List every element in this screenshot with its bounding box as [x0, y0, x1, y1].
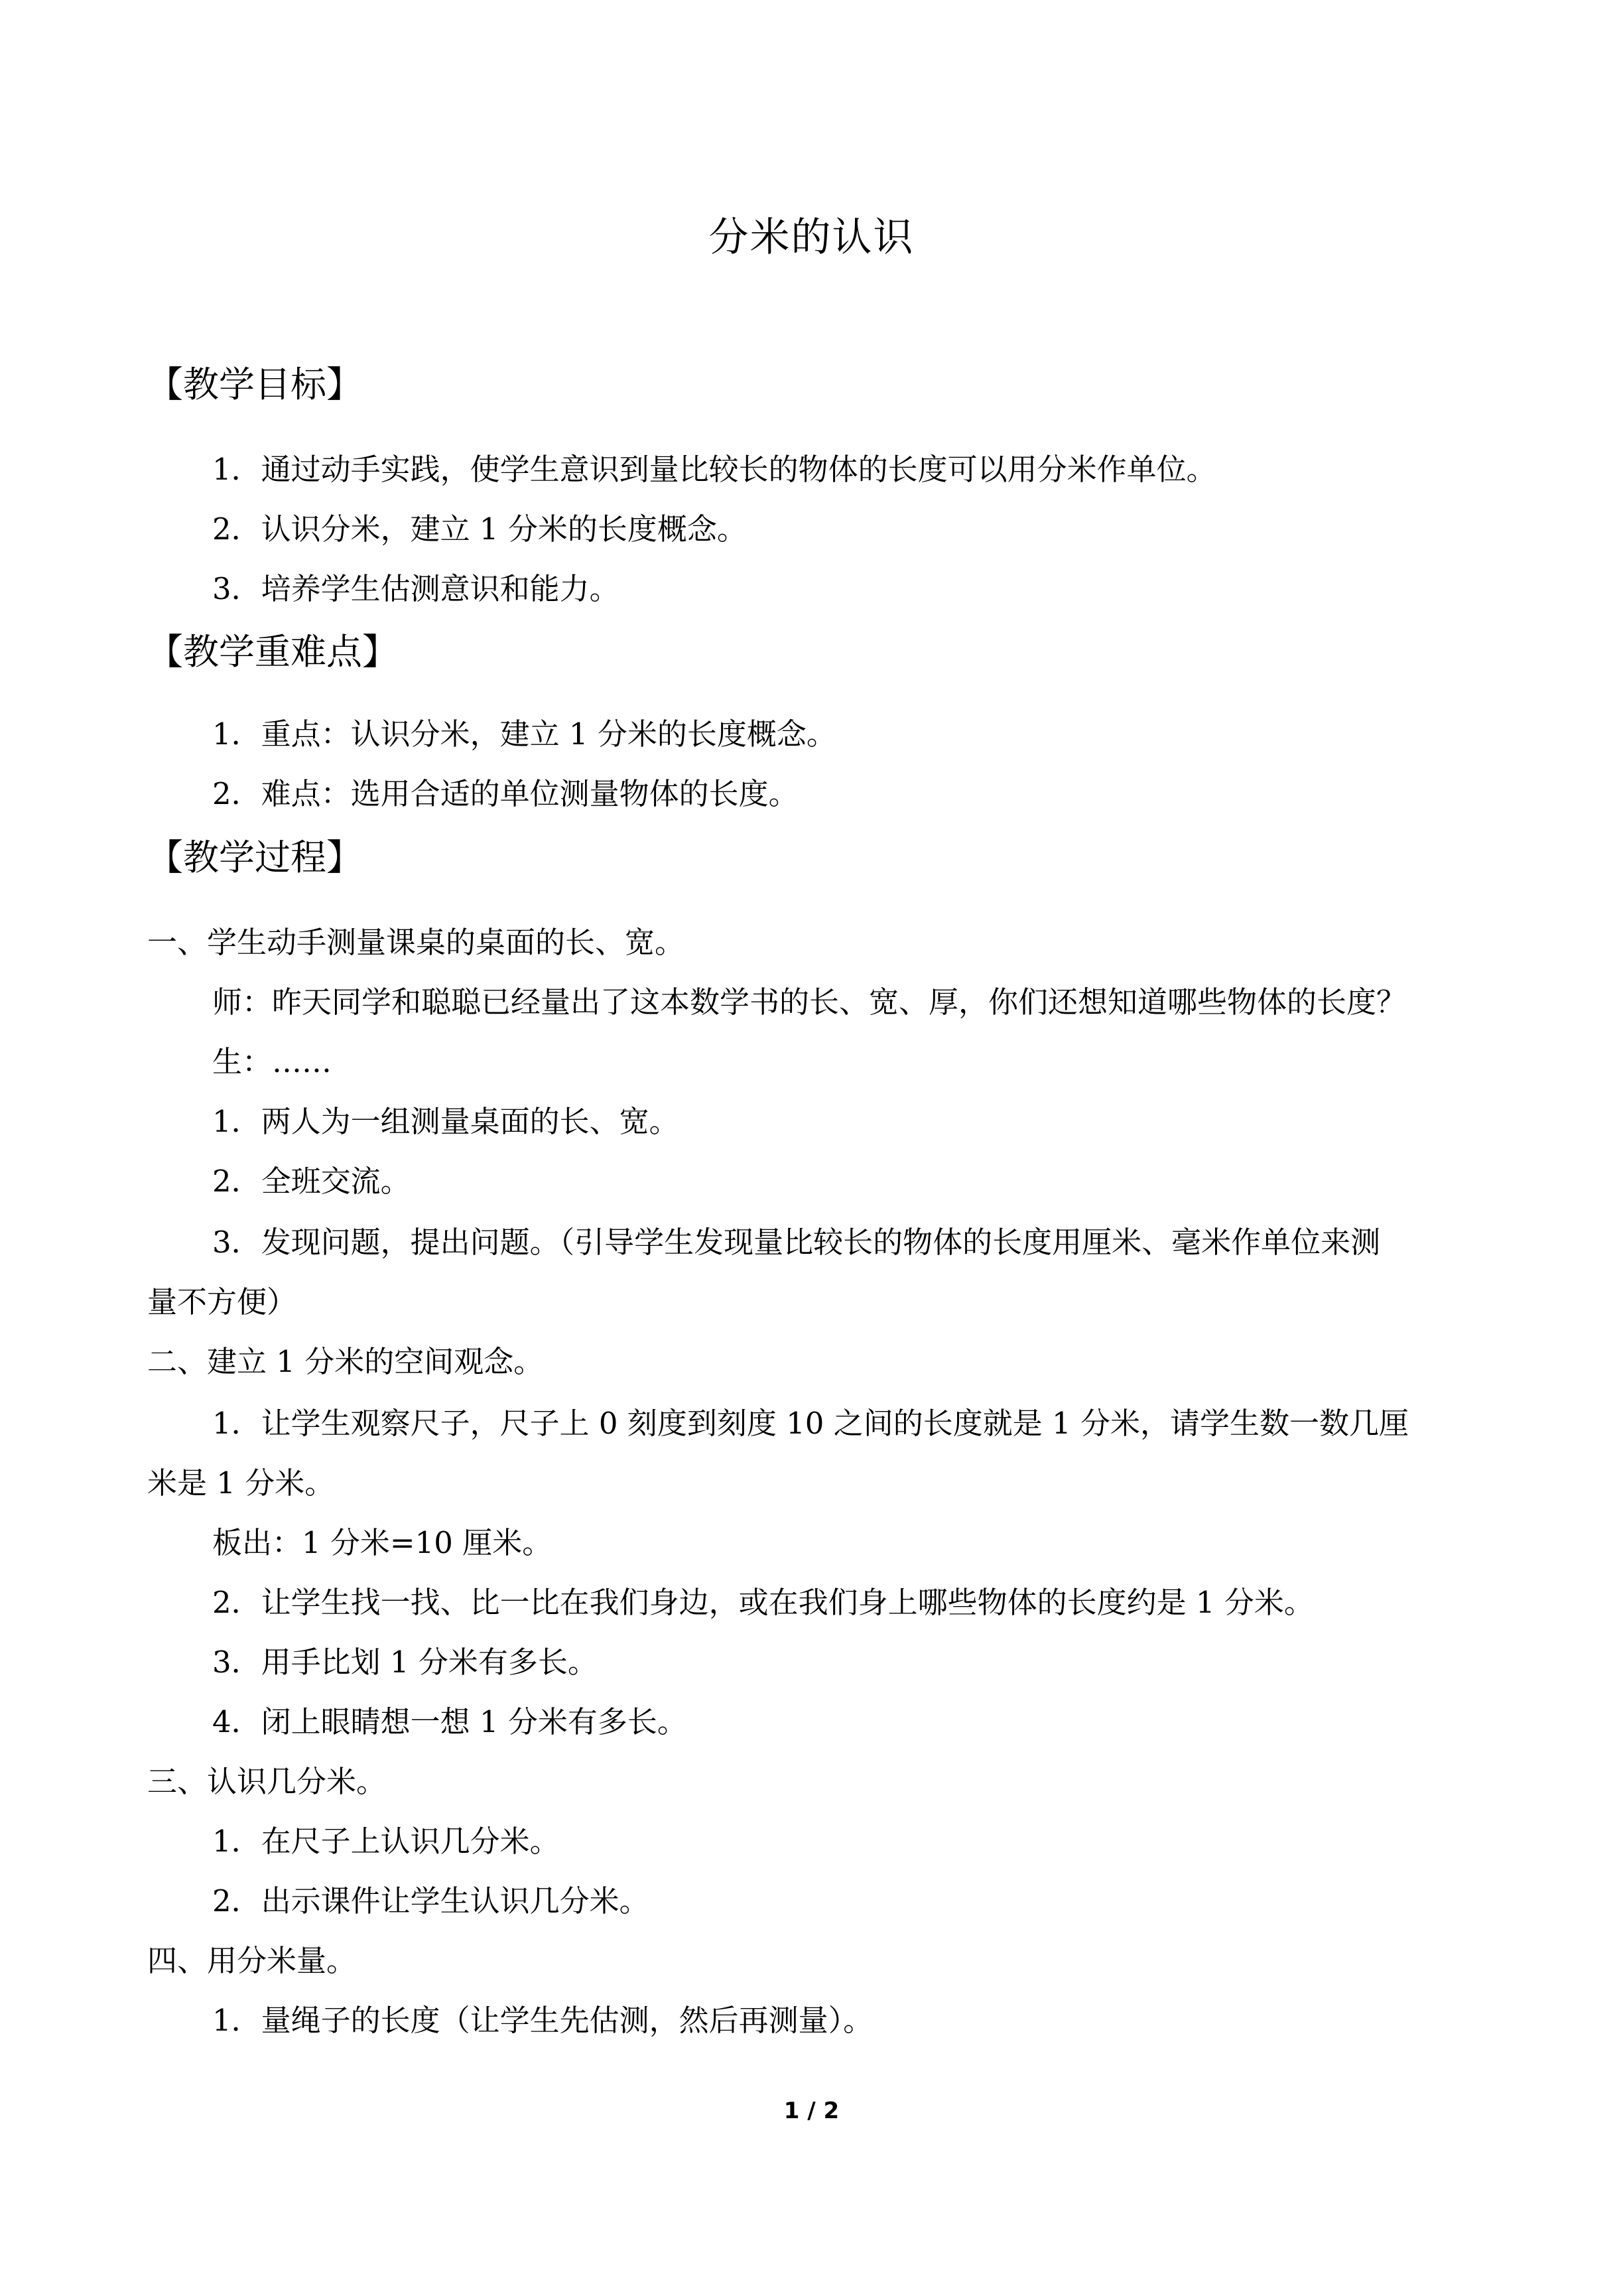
- process-part1-title: 一、学生动手测量课桌的桌面的长、宽。: [147, 925, 685, 960]
- goal-item: 2．认识分米，建立 1 分米的长度概念。: [212, 511, 747, 547]
- process-item-continuation: 量不方便）: [147, 1284, 297, 1319]
- section-heading-process: 【教学过程】: [147, 837, 362, 878]
- process-item: 3．发现问题，提出问题。（引导学生发现量比较长的物体的长度用厘米、毫米作单位来测: [212, 1225, 1381, 1260]
- process-item: 3．用手比划 1 分米有多长。: [212, 1645, 598, 1680]
- teacher-line: 师：昨天同学和聪聪已经量出了这本数学书的长、宽、厚，你们还想知道哪些物体的长度？: [212, 984, 1407, 1020]
- key-point-item: 2．难点：选用合适的单位测量物体的长度。: [212, 776, 799, 811]
- student-line: 生：……: [212, 1044, 332, 1079]
- process-item: 1．让学生观察尺子，尺子上 0 刻度到刻度 10 之间的长度就是 1 分米，请学生数一数几厘: [212, 1406, 1409, 1441]
- document-title: 分米的认识: [708, 214, 915, 261]
- key-point-item: 1．重点：认识分米，建立 1 分米的长度概念。: [212, 716, 836, 752]
- goal-item: 3．培养学生估测意识和能力。: [212, 571, 619, 606]
- process-part2-title: 二、建立 1 分米的空间观念。: [147, 1344, 544, 1379]
- page-number: 1 / 2: [783, 2098, 840, 2124]
- process-item: 2．全班交流。: [212, 1164, 411, 1199]
- process-item: 1．量绳子的长度（让学生先估测，然后再测量）。: [212, 2003, 874, 2038]
- process-part3-title: 三、认识几分米。: [147, 1764, 387, 1799]
- process-item: 2．出示课件让学生认识几分米。: [212, 1883, 649, 1919]
- process-item: 1．两人为一组测量桌面的长、宽。: [212, 1104, 679, 1139]
- section-heading-key-points: 【教学重难点】: [147, 631, 398, 673]
- board-note: 板出：1 分米=10 厘米。: [212, 1525, 552, 1560]
- process-item: 2．让学生找一找、比一比在我们身边，或在我们身上哪些物体的长度约是 1 分米。: [212, 1585, 1314, 1620]
- process-item-continuation: 米是 1 分米。: [147, 1465, 335, 1501]
- process-item: 1．在尺子上认识几分米。: [212, 1824, 560, 1859]
- goal-item: 1．通过动手实践，使学生意识到量比较长的物体的长度可以用分米作单位。: [212, 452, 1216, 487]
- section-heading-goals: 【教学目标】: [147, 364, 362, 405]
- process-part4-title: 四、用分米量。: [147, 1943, 357, 1978]
- process-item: 4．闭上眼睛想一想 1 分米有多长。: [212, 1704, 687, 1739]
